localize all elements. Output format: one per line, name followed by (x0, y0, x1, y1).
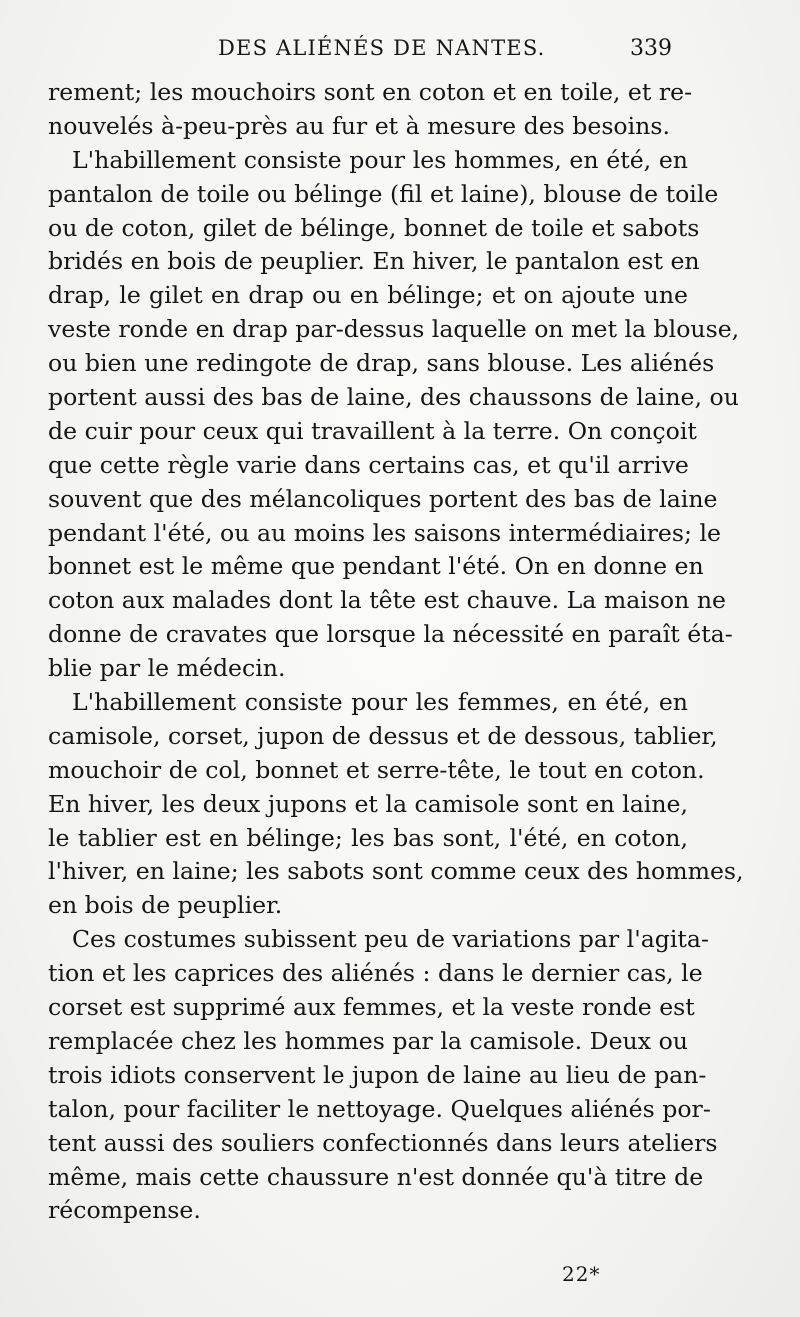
text-line: donne de cravates que lorsque la nécessité en paraît éta- (48, 620, 733, 649)
text-line: remplacée chez les hommes par la camisole. Deux ou (48, 1026, 688, 1055)
text-line: tent aussi des souliers confectionnés dans leurs ateliers (48, 1128, 718, 1157)
text-line: coton aux malades dont la tête est chauve. La maison ne (48, 586, 726, 615)
signature-mark: 22* (562, 1262, 601, 1286)
text-line: de cuir pour ceux qui travaillent à la terre. On conçoit (48, 416, 697, 445)
running-head (0, 36, 800, 66)
text-line: ou de coton, gilet de bélinge, bonnet de toile et sabots (48, 213, 700, 242)
running-title: DES ALIÉNÉS DE NANTES. (218, 36, 546, 60)
text-line: nouvelés à-peu-près au fur et à mesure des besoins. (48, 111, 670, 140)
text-line: en bois de peuplier. (48, 891, 283, 920)
text-line: pendant l'été, ou au moins les saisons intermédiaires; le (48, 518, 721, 547)
text-line: même, mais cette chaussure n'est donnée qu'à titre de (48, 1162, 704, 1191)
text-line: souvent que des mélancoliques portent des bas de laine (48, 484, 718, 513)
text-line: le tablier est en bélinge; les bas sont, l'été, en coton, (48, 823, 688, 852)
body-text (48, 76, 744, 1228)
text-line: bonnet est le même que pendant l'été. On en donne en (48, 552, 704, 581)
text-line: portent aussi des bas de laine, des chaussons de laine, ou (48, 383, 739, 412)
text-line: que cette règle varie dans certains cas, et qu'il arrive (48, 450, 689, 479)
text-line: trois idiots conservent le jupon de laine au lieu de pan- (48, 1060, 707, 1089)
text-line: talon, pour faciliter le nettoyage. Quelques aliénés por- (48, 1094, 711, 1123)
text-line: L'habillement consiste pour les hommes, en été, en (72, 145, 688, 174)
text-line: camisole, corset, jupon de dessus et de dessous, tablier, (48, 721, 718, 750)
text-line: récompense. (48, 1196, 201, 1225)
text-line: l'hiver, en laine; les sabots sont comme ceux des hommes, (48, 857, 744, 886)
text-line: mouchoir de col, bonnet et serre-tête, le tout en coton. (48, 755, 705, 784)
text-line: veste ronde en drap par-dessus laquelle on met la blouse, (48, 315, 740, 344)
text-line: drap, le gilet en drap ou en bélinge; et on ajoute une (48, 281, 688, 310)
text-line: pantalon de toile ou bélinge (fil et laine), blouse de toile (48, 179, 719, 208)
text-line: tion et les caprices des aliénés : dans le dernier cas, le (48, 959, 703, 988)
text-line: bridés en bois de peuplier. En hiver, le pantalon est en (48, 247, 700, 276)
text-line: En hiver, les deux jupons et la camisole sont en laine, (48, 789, 688, 818)
text-line: Ces costumes subissent peu de variations par l'agita- (72, 925, 709, 954)
text-line: rement; les mouchoirs sont en coton et en toile, et re- (48, 78, 693, 106)
text-line: corset est supprimé aux femmes, et la veste ronde est (48, 993, 695, 1022)
page-number: 339 (630, 36, 672, 61)
text-line: L'habillement consiste pour les femmes, en été, en (72, 688, 688, 717)
text-line: blie par le médecin. (48, 654, 286, 683)
text-line: ou bien une redingote de drap, sans blouse. Les aliénés (48, 349, 715, 378)
